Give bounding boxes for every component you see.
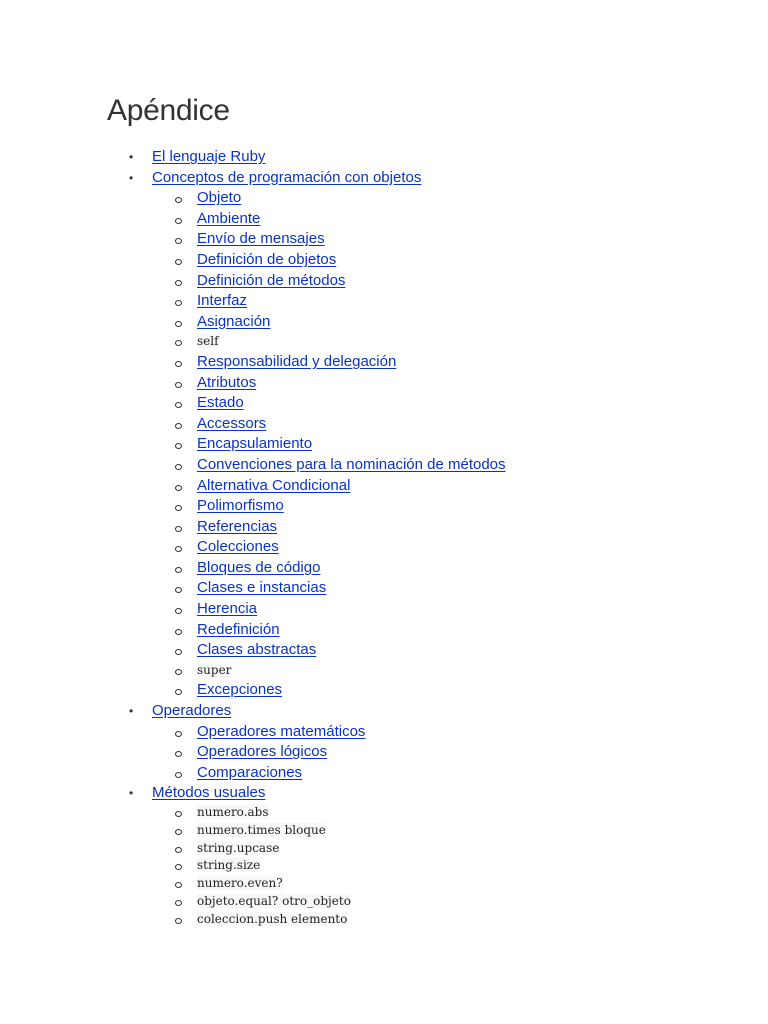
link-asignacion[interactable]: Asignación [197,312,271,330]
link-interfaz[interactable]: Interfaz [197,292,248,310]
link-conceptos[interactable]: Conceptos de programación con objetos [152,168,422,186]
list-item [152,763,768,784]
link-convenciones-nominacion[interactable]: Convenciones para la nominación de métodos [197,455,506,473]
link-objeto[interactable]: Objeto [197,189,242,207]
operadores-sublist [152,722,768,784]
link-redefinicion[interactable]: Redefinición [197,620,280,638]
link-lenguaje-ruby[interactable]: El lenguaje Ruby [152,148,266,165]
code-string-size: string.size [197,858,261,873]
list-item [152,373,768,394]
list-item [152,476,768,497]
link-operadores[interactable]: Operadores [152,702,232,720]
list-item [152,840,768,858]
list-item [152,250,768,271]
link-excepciones[interactable]: Excepciones [197,681,283,699]
link-clases-e-instancias[interactable]: Clases e instancias [197,579,327,597]
list-item [152,822,768,840]
link-accessors[interactable]: Accessors [197,414,267,432]
list-item [152,209,768,230]
code-numero-even: numero.even? [197,876,283,891]
list-item [152,271,768,292]
list-item [152,229,768,250]
link-colecciones[interactable]: Colecciones [197,538,279,556]
link-estado[interactable]: Estado [197,394,244,412]
list-item [152,414,768,435]
list-item [152,352,768,373]
link-envio-de-mensajes[interactable]: Envío de mensajes [197,230,325,248]
code-objeto-equal: objeto.equal? otro_objeto [197,893,351,908]
list-item [152,804,768,822]
list-item [152,857,768,875]
list-item [152,722,768,743]
list-item [152,312,768,333]
page-title: Apéndice [107,94,230,127]
code-coleccion-push: coleccion.push elemento [197,911,348,926]
list-item [152,680,768,701]
toc-item-conceptos [0,168,768,701]
list-item [152,434,768,455]
list-item [152,742,768,763]
list-item [152,599,768,620]
code-super: super [197,662,232,677]
list-item [152,455,768,476]
link-operadores-matematicos[interactable]: Operadores matemáticos [197,722,366,740]
code-numero-times: numero.times bloque [197,822,326,837]
link-operadores-logicos[interactable]: Operadores lógicos [197,743,328,761]
code-string-upcase: string.upcase [197,840,280,855]
list-item [152,640,768,661]
toc-item-lenguaje-ruby [0,147,768,168]
metodos-usuales-sublist [152,804,768,929]
link-definicion-de-metodos[interactable]: Definición de métodos [197,271,346,289]
code-numero-abs: numero.abs [197,805,269,819]
link-bloques-de-codigo[interactable]: Bloques de código [197,558,321,576]
link-responsabilidad-y-delegacion[interactable]: Responsabilidad y delegación [197,352,397,370]
list-item [152,875,768,893]
link-definicion-de-objetos[interactable]: Definición de objetos [197,250,337,268]
list-item-super [152,661,768,681]
link-comparaciones[interactable]: Comparaciones [197,763,303,781]
link-metodos-usuales[interactable]: Métodos usuales [152,784,266,802]
link-ambiente[interactable]: Ambiente [197,209,261,227]
conceptos-sublist [152,188,768,701]
link-atributos[interactable]: Atributos [197,373,257,391]
list-item [152,911,768,929]
list-item [152,291,768,312]
list-item [152,558,768,579]
link-clases-abstractas[interactable]: Clases abstractas [197,641,317,659]
list-item [152,188,768,209]
list-item [152,496,768,517]
list-item [152,578,768,599]
list-item [152,517,768,538]
link-referencias[interactable]: Referencias [197,517,278,535]
list-item [152,537,768,558]
list-item [152,893,768,911]
link-encapsulamiento[interactable]: Encapsulamiento [197,435,313,453]
list-item [152,620,768,641]
code-self: self [197,334,219,349]
list-item-self [152,332,768,352]
toc-item-metodos-usuales [0,783,768,928]
link-herencia[interactable]: Herencia [197,600,258,618]
toc-item-operadores [0,701,768,783]
list-item [152,393,768,414]
link-polimorfismo[interactable]: Polimorfismo [197,497,284,515]
table-of-contents [0,147,768,929]
link-alternativa-condicional[interactable]: Alternativa Condicional [197,476,351,494]
